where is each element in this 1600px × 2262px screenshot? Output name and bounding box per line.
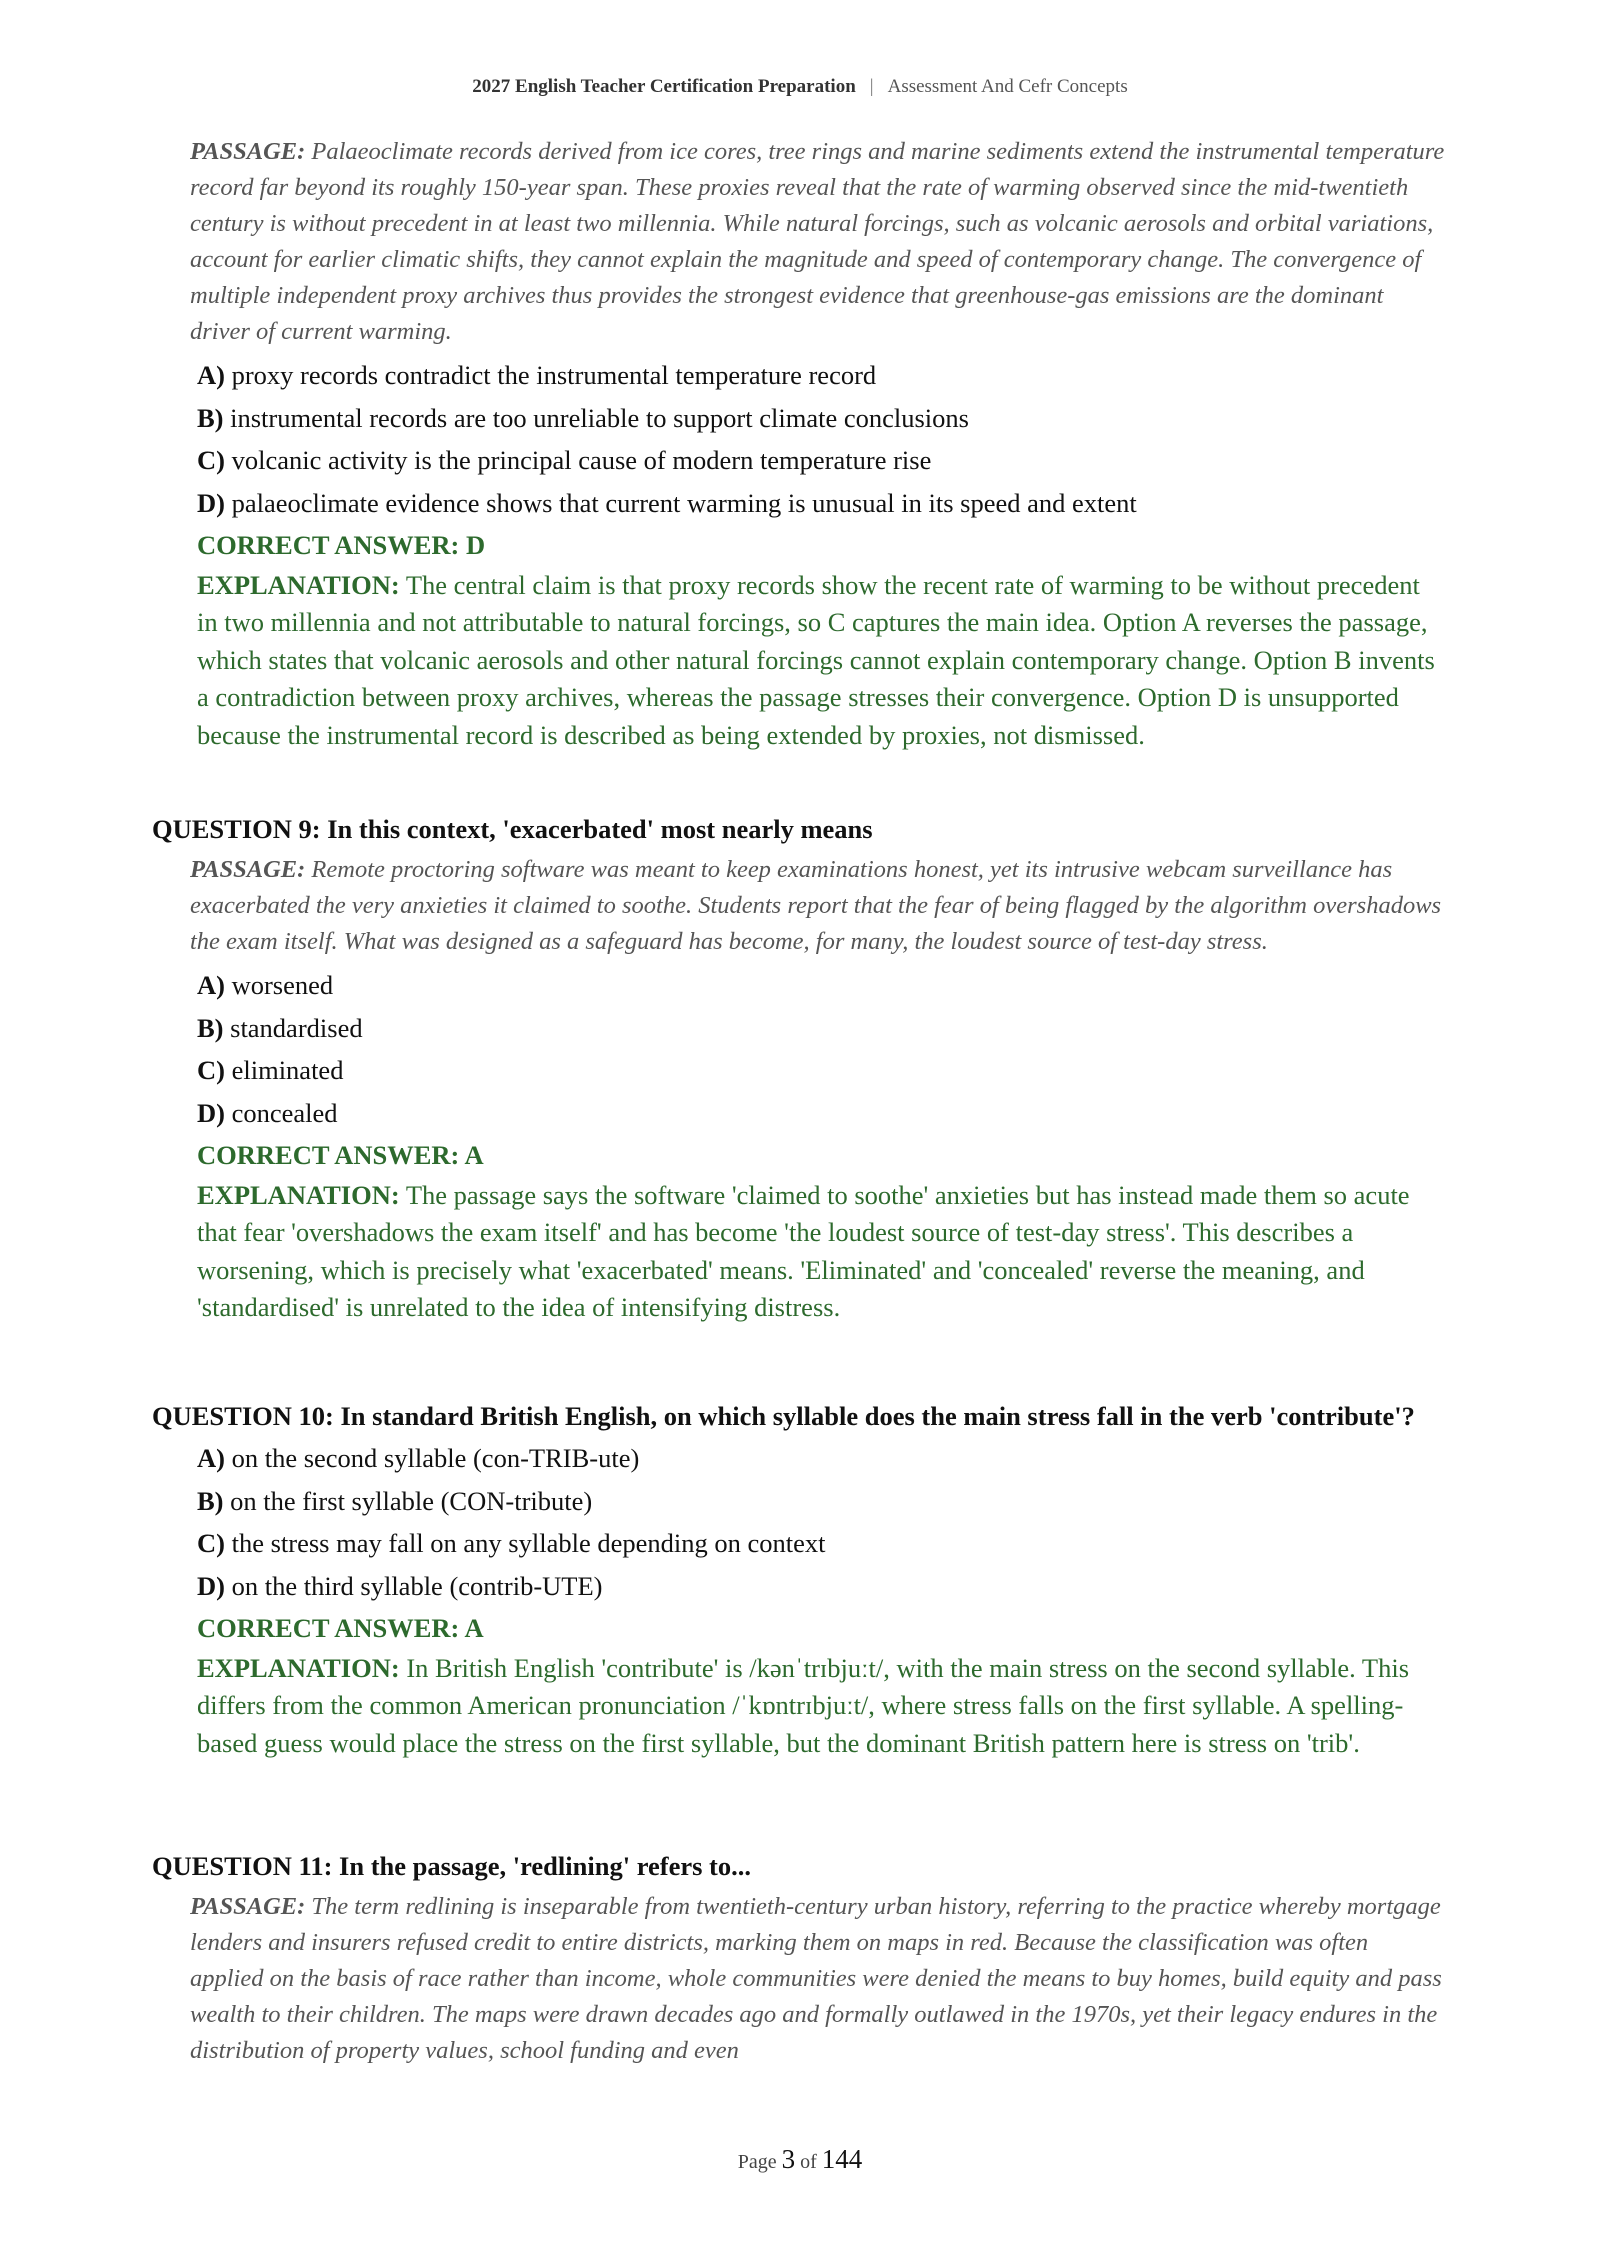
correct-answer: CORRECT ANSWER: A (197, 1613, 484, 1643)
question-11 (0, 1847, 1600, 2069)
passage-label: PASSAGE: (190, 138, 306, 165)
option-b: B) on the first syllable (CON-tribute) (197, 1485, 593, 1516)
header-separator: | (869, 76, 874, 97)
passage-text: The term redlining is inseparable from twentieth-century urban history, referring to the practice whereby mortgage lenders and insurers refused credit to entire districts, marking them on maps in red. Because the classification was often applied on the basis of race rather than income, whole communities were denied the means to buy homes, build equity and pass wealth to their children. The maps were drawn decades ago and formally outlawed in the 1970s, yet their legacy endures in the distribution of property values, school funding and even (190, 1893, 1442, 2064)
option-b: B) standardised (197, 1012, 363, 1043)
option-a: A) worsened (197, 970, 334, 1000)
question-9 (0, 810, 1600, 1327)
page-footer (0, 2144, 1600, 2175)
passage-text: Remote proctoring software was meant to keep examinations honest, yet its intrusive webcam surveillance has exacerbated the very anxieties it claimed to soothe. Students report that the fear of being flagged by the algorithm overshadows the exam itself. What was designed as a safeguard has become, for many, the loudest source of test-day stress. (190, 856, 1442, 955)
document-title: 2027 English Teacher Certification Preparation (472, 76, 856, 97)
question-8 (0, 134, 1600, 754)
options-list (0, 964, 1600, 1134)
correct-answer: CORRECT ANSWER: D (197, 530, 486, 560)
page-label: Page (737, 2151, 777, 2173)
option-c: C) eliminated (197, 1055, 344, 1085)
options-list (0, 1437, 1600, 1607)
options-list (0, 354, 1600, 524)
correct-answer: CORRECT ANSWER: A (197, 1140, 484, 1170)
option-a: A) on the second syllable (con-TRIB-ute) (197, 1443, 640, 1473)
passage (190, 1889, 1445, 2069)
option-c: C) volcanic activity is the principal cause of modern temperature rise (197, 445, 932, 475)
question-heading: QUESTION 9: In this context, 'exacerbated' most nearly means (152, 814, 873, 844)
option-b: B) instrumental records are too unreliable to support climate conclusions (197, 402, 969, 433)
passage-text: Palaeoclimate records derived from ice cores, tree rings and marine sediments extend the instrumental temperature record far beyond its roughly 150-year span. These proxies reveal that the rate of warming observed since the mid-twentieth century is without precedent in at least two millennia. While natural forcings, such as volcanic aerosols and orbital variations, account for earlier climatic shifts, they cannot explain the magnitude and speed of contemporary change. The convergence of multiple independent proxy archives thus provides the strongest evidence that greenhouse-gas emissions are the dominant driver of current warming. (190, 138, 1445, 345)
explanation: EXPLANATION: In British English 'contribute' is /kənˈtrɪbjuːt/, with the main stress on the second syllable. This differs from the common American pronunciation /ˈkɒntrɪbjuːt/, where stress falls on the first syllable. A spelling-based guess would place the stress on the first syllable, but the dominant British pattern here is stress on 'trib'. (197, 1652, 1410, 1758)
page-of-label: of (800, 2151, 817, 2173)
option-c: C) the stress may fall on any syllable depending on context (197, 1528, 826, 1558)
question-heading: QUESTION 10: In standard British English, on which syllable does the main stress fall in the verb 'contribute'? (152, 1401, 1415, 1431)
passage-label: PASSAGE: (190, 856, 306, 883)
question-heading: QUESTION 11: In the passage, 'redlining' refers to... (152, 1851, 751, 1881)
option-a: A) proxy records contradict the instrumental temperature record (197, 360, 877, 390)
passage-label: PASSAGE: (190, 1893, 306, 1920)
option-d: D) on the third syllable (contrib-UTE) (197, 1570, 603, 1601)
page-header (0, 76, 1600, 98)
option-d: D) concealed (197, 1097, 338, 1128)
page-total: 144 (821, 2144, 863, 2174)
passage (190, 134, 1445, 350)
question-10 (0, 1397, 1600, 1762)
page-number: 3 (781, 2144, 796, 2174)
section-title: Assessment And Cefr Concepts (887, 76, 1128, 97)
passage (190, 852, 1445, 960)
explanation: EXPLANATION: The passage says the software 'claimed to soothe' anxieties but has instead made them so acute that fear 'overshadows the exam itself' and has become 'the loudest source of test-day stress'. This describes a worsening, which is precisely what 'exacerbated' means. 'Eliminated' and 'concealed' reverse the meaning, and 'standardised' is unrelated to the idea of intensifying distress. (197, 1179, 1410, 1322)
option-d: D) palaeoclimate evidence shows that current warming is unusual in its speed and extent (197, 487, 1137, 518)
explanation: EXPLANATION: The central claim is that proxy records show the recent rate of warming to be without precedent in two millennia and not attributable to natural forcings, so C captures the main idea. Option A reverses the passage, which states that volcanic aerosols and other natural forcings cannot explain contemporary change. Option B invents a contradiction between proxy archives, whereas the passage stresses their convergence. Option D is unsupported because the instrumental record is described as being extended by proxies, not dismissed. (197, 569, 1435, 750)
